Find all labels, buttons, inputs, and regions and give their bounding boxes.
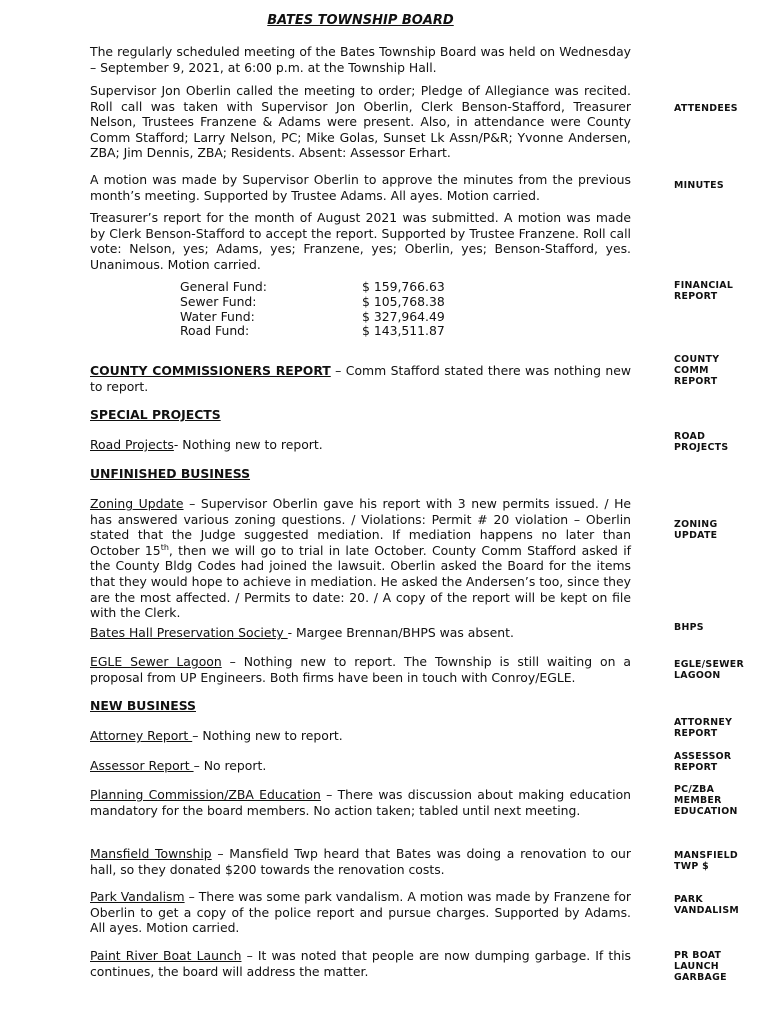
fund-row-road: [180, 324, 480, 339]
fund-table: [180, 280, 480, 339]
sidebar-label-park: PARK VANDALISM: [674, 894, 740, 916]
egle-text: – Nothing new to report. The Township is still waiting on a proposal from UP Engineers. Both firms have been in touch with Conroy/EGLE.: [90, 654, 631, 685]
sidebar-label-road: ROAD PROJECTS: [674, 431, 729, 453]
new-business-heading: NEW BUSINESS: [90, 698, 196, 713]
attorney-paragraph: [90, 728, 631, 744]
assessor-paragraph: [90, 758, 631, 774]
sidebar-label-county: COUNTY COMM REPORT: [674, 354, 720, 387]
fund-row-general: [180, 280, 480, 295]
bhps-title: Bates Hall Preservation Society: [90, 625, 288, 640]
boat-text: – It was noted that people are now dumping garbage. If this continues, the board will address the matter.: [90, 948, 631, 979]
road-text: - Nothing new to report.: [173, 437, 323, 452]
fund-name: Water Fund:: [180, 308, 255, 324]
zoning-text-b: , then we will go to trial in late October. County Comm Stafford asked if the County Bldg Codes had joined the lawsuit. Oberlin asked the Board for the items that they would hope to achieve in mediation. He asked the Andersen’s too, since they are the most affected. / Permits to date: 20. / A copy of the report will be kept on file with the Clerk.: [90, 542, 631, 621]
assessor-title: Assessor Report: [90, 758, 194, 773]
sidebar-label-boat: PR BOAT LAUNCH GARBAGE: [674, 950, 727, 983]
sidebar-label-egle: EGLE/SEWER LAGOON: [674, 659, 745, 681]
road-title: Road Projects: [90, 437, 174, 452]
attendees-paragraph: Supervisor Jon Oberlin called the meeting to order; Pledge of Allegiance was recited. Roll call was taken with Supervisor Jon Oberlin, Clerk Benson-Stafford, Treasurer Nelson, Trustees Franzene & Adams were present. Also, in attendance were County Comm Stafford; Larry Nelson, PC; Mike Golas, Sunset Lk Assn/P&R; Yvonne Andersen, ZBA; Jim Dennis, ZBA; Residents. Absent: Assessor Erhart.: [90, 83, 631, 161]
egle-title: EGLE Sewer Lagoon: [90, 654, 222, 669]
planning-title: Planning Commission/ZBA Education: [90, 787, 321, 802]
sidebar-label-assessor: ASSESSOR REPORT: [674, 751, 732, 773]
sidebar-label-minutes: MINUTES: [674, 180, 724, 191]
zoning-text-a: – Supervisor Oberlin gave his report with 3 new permits issued. / He has answered various zoning questions. / Violations: Permit # 20 violation – Oberlin stated that the Judge suggested mediation. If mediation happens no later than October 15: [90, 496, 632, 558]
mansfield-title: Mansfield Township: [90, 846, 212, 861]
county-text: – Comm Stafford stated there was nothing new to report.: [90, 363, 631, 394]
fund-amount: $ 327,964.49: [362, 308, 445, 324]
zoning-sup: th: [160, 542, 169, 552]
zoning-paragraph: [90, 496, 631, 621]
minutes-paragraph: A motion was made by Supervisor Oberlin to approve the minutes from the previous month’s meeting. Supported by Trustee Adams. All ayes. Motion carried.: [90, 172, 631, 203]
sidebar-label-pczba: PC/ZBA MEMBER EDUCATION: [674, 784, 738, 817]
planning-paragraph: [90, 787, 631, 818]
fund-name: Road Fund:: [180, 323, 250, 339]
county-heading: COUNTY COMMISSIONERS REPORT: [90, 363, 331, 378]
zoning-title: Zoning Update: [90, 496, 184, 511]
attorney-title: Attorney Report: [90, 728, 193, 743]
assessor-text: – No report.: [193, 758, 267, 773]
sidebar-label-zoning: ZONING UPDATE: [674, 519, 718, 541]
special-projects-heading: SPECIAL PROJECTS: [90, 407, 221, 422]
boat-title: Paint River Boat Launch: [90, 948, 242, 963]
treasurer-paragraph: Treasurer’s report for the month of August 2021 was submitted. A motion was made by Clerk Benson-Stafford to accept the report. Supported by Trustee Franzene. Roll call vote: Nelson, yes; Adams, yes; Franzene, yes; Oberlin, yes; Benson-Stafford, yes. Unanimous. Motion carried.: [90, 210, 631, 272]
sidebar-label-bhps: BHPS: [674, 622, 704, 633]
park-text: – There was some park vandalism. A motion was made by Franzene for Oberlin to get a copy of the police report and pursue charges. Supported by Adams. All ayes. Motion carried.: [90, 889, 631, 936]
fund-row-sewer: [180, 295, 480, 310]
mansfield-text: – Mansfield Twp heard that Bates was doing a renovation to our hall, so they donated $200 towards the renovation costs.: [90, 846, 631, 877]
sidebar-label-attendees: ATTENDEES: [674, 103, 738, 114]
attorney-text: – Nothing new to report.: [192, 728, 343, 743]
unfinished-business-heading: UNFINISHED BUSINESS: [90, 466, 251, 481]
planning-text: – There was discussion about making education mandatory for the board members. No action taken; tabled until next meeting.: [90, 787, 632, 818]
intro-paragraph: The regularly scheduled meeting of the Bates Township Board was held on Wednesday – September 9, 2021, at 6:00 p.m. at the Township Hall.: [90, 44, 631, 75]
fund-name: Sewer Fund:: [180, 293, 257, 309]
fund-amount: $ 105,768.38: [362, 293, 445, 309]
fund-name: General Fund:: [180, 279, 267, 294]
fund-amount: $ 143,511.87: [362, 323, 445, 339]
sidebar-label-attorney: ATTORNEY REPORT: [674, 717, 733, 739]
county-paragraph: [90, 363, 631, 394]
boat-paragraph: [90, 948, 631, 979]
fund-amount: $ 159,766.63: [362, 279, 445, 294]
mansfield-paragraph: [90, 846, 631, 877]
sidebar-label-mansfield: MANSFIELD TWP $: [674, 850, 738, 872]
page-title: BATES TOWNSHIP BOARD: [267, 13, 454, 28]
road-paragraph: [90, 437, 631, 453]
fund-row-water: [180, 310, 480, 325]
bhps-paragraph: [90, 625, 631, 641]
sidebar-label-financial: FINANCIAL REPORT: [674, 280, 734, 302]
egle-paragraph: [90, 654, 631, 685]
park-title: Park Vandalism: [90, 889, 185, 904]
park-paragraph: [90, 889, 631, 936]
bhps-text: - Margee Brennan/BHPS was absent.: [287, 625, 514, 640]
